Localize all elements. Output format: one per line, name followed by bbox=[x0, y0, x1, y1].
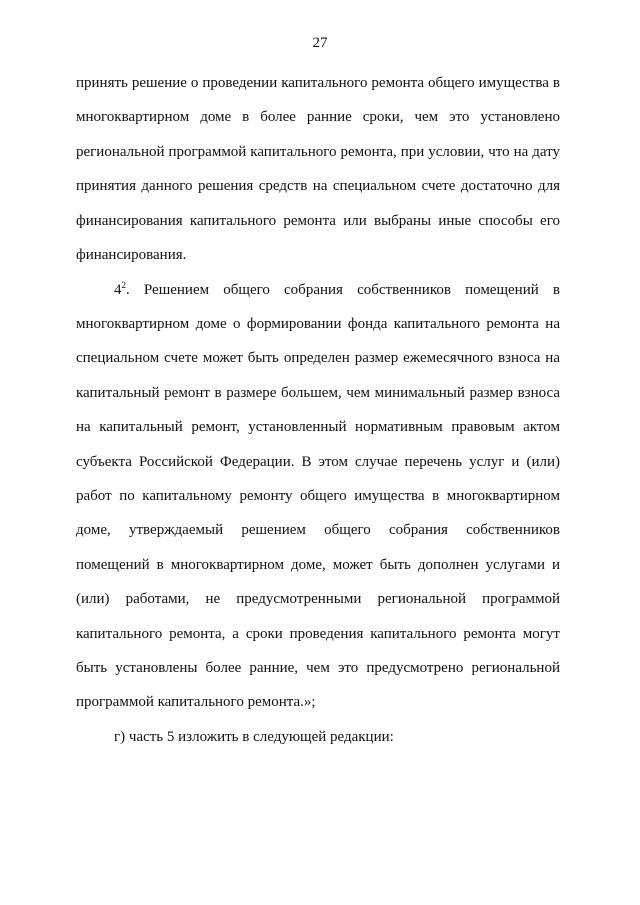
paragraph-first-line-text: . Решением общего собрания собственников помещений в bbox=[126, 282, 560, 298]
text-line: работ по капитальному ремонту общего имущества в многоквартирном bbox=[76, 488, 560, 504]
text-line: быть установлены более ранние, чем это предусмотрено региональной bbox=[76, 660, 560, 676]
text-line: (или) работами, не предусмотренными региональной программой bbox=[76, 591, 560, 607]
text-line: помещений в многоквартирном доме, может быть дополнен услугами и bbox=[76, 557, 560, 573]
text-line: г) часть 5 изложить в следующей редакции: bbox=[114, 729, 394, 745]
text-line: доме, утверждаемый решением общего собрания собственников bbox=[76, 522, 560, 538]
text-line bbox=[114, 281, 560, 299]
text-line: принятия данного решения средств на специальном счете достаточно для bbox=[76, 178, 560, 194]
text-line: специальном счете может быть определен размер ежемесячного взноса на bbox=[76, 350, 560, 366]
text-line: финансирования капитального ремонта или выбраны иные способы его bbox=[76, 213, 560, 229]
text-line: многоквартирном доме о формировании фонда капитального ремонта на bbox=[76, 316, 560, 332]
text-line: финансирования. bbox=[76, 247, 187, 263]
text-line: принять решение о проведении капитального ремонта общего имущества в bbox=[76, 75, 560, 91]
text-line: капитальный ремонт в размере большем, чем минимальный размер взноса bbox=[76, 385, 560, 401]
paragraph-superscript: 2 bbox=[121, 280, 126, 290]
text-line: многоквартирном доме в более ранние сроки, чем это установлено bbox=[76, 109, 560, 125]
text-line: субъекта Российской Федерации. В этом случае перечень услуг и (или) bbox=[76, 454, 560, 470]
paragraph-number: 4 bbox=[114, 282, 122, 298]
text-line: капитального ремонта, а сроки проведения капитального ремонта могут bbox=[76, 626, 560, 642]
text-line: региональной программой капитального ремонта, при условии, что на дату bbox=[76, 144, 560, 160]
text-line: на капитальный ремонт, установленный нормативным правовым актом bbox=[76, 419, 560, 435]
text-line: программой капитального ремонта.»; bbox=[76, 694, 316, 710]
page-number: 27 bbox=[312, 35, 328, 51]
